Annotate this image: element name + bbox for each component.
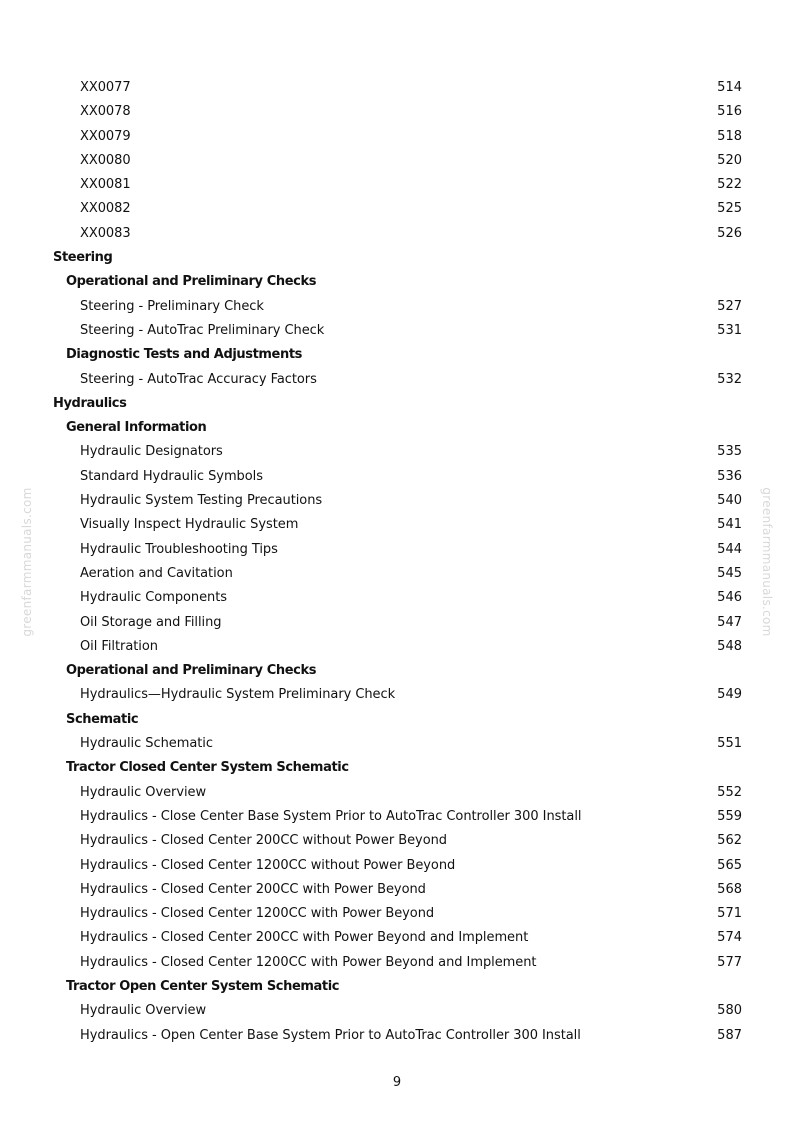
toc-entry-title: Oil Storage and Filling xyxy=(80,614,222,630)
watermark-right: greenfarmmanuals.com xyxy=(760,487,774,637)
toc-entry[interactable] xyxy=(0,489,794,513)
toc-entry[interactable] xyxy=(0,440,794,464)
toc-entry[interactable] xyxy=(0,319,794,343)
toc-subsection-title: Tractor Closed Center System Schematic xyxy=(66,760,349,776)
toc-subsection-title: Operational and Preliminary Checks xyxy=(66,663,317,679)
toc-page-number: 520 xyxy=(717,152,742,168)
toc-entry[interactable] xyxy=(0,781,794,805)
toc-entry[interactable] xyxy=(0,465,794,489)
toc-entry-title: XX0080 xyxy=(80,152,131,168)
toc-subsection-title: Diagnostic Tests and Adjustments xyxy=(66,347,302,363)
toc-entry-title: XX0077 xyxy=(80,80,131,95)
toc-entry-title: XX0082 xyxy=(80,201,131,217)
toc-entry-title: Steering - AutoTrac Preliminary Check xyxy=(80,322,325,338)
toc-page-number: 574 xyxy=(717,930,742,946)
toc-subsection xyxy=(0,659,794,683)
toc-entry[interactable] xyxy=(0,368,794,392)
toc-subsection xyxy=(0,270,794,294)
table-of-contents xyxy=(0,76,794,1048)
toc-entry-title: Hydraulics—Hydraulic System Preliminary Check xyxy=(80,687,396,703)
toc-page-number: 514 xyxy=(717,80,742,95)
toc-page-number: 544 xyxy=(717,541,742,557)
toc-entry[interactable] xyxy=(0,513,794,537)
toc-entry-title: Hydraulics - Closed Center 1200CC with Power Beyond and Implement xyxy=(80,954,537,970)
toc-page-number: 552 xyxy=(717,784,742,800)
toc-entry-title: Hydraulics - Closed Center 200CC without Power Beyond xyxy=(80,833,448,849)
toc-page-number: 549 xyxy=(717,687,742,703)
toc-entry-title: Hydraulic Troubleshooting Tips xyxy=(80,541,278,557)
toc-entry[interactable] xyxy=(0,999,794,1023)
toc-entry-title: Hydraulics - Closed Center 1200CC with Power Beyond xyxy=(80,906,435,922)
toc-page-number: 532 xyxy=(717,371,742,387)
toc-entry[interactable] xyxy=(0,538,794,562)
toc-page-number: 547 xyxy=(717,614,742,630)
toc-entry-title: Oil Filtration xyxy=(80,638,158,654)
toc-subsection xyxy=(0,416,794,440)
toc-page-number: 518 xyxy=(717,128,742,144)
toc-page-number: 536 xyxy=(717,468,742,484)
toc-entry-title: Hydraulic Components xyxy=(80,590,228,606)
toc-entry[interactable] xyxy=(0,173,794,197)
toc-entry-title: Hydraulic Overview xyxy=(80,1003,207,1019)
toc-section-title: Steering xyxy=(53,250,113,266)
toc-entry-title: Hydraulic Schematic xyxy=(80,736,213,752)
toc-entry[interactable] xyxy=(0,805,794,829)
toc-entry-title: XX0083 xyxy=(80,225,131,241)
toc-page-number: 522 xyxy=(717,177,742,193)
toc-entry[interactable] xyxy=(0,1024,794,1048)
toc-entry[interactable] xyxy=(0,586,794,610)
toc-entry-title: Hydraulics - Closed Center 1200CC without Power Beyond xyxy=(80,857,456,873)
toc-entry-title: Hydraulics - Close Center Base System Prior to AutoTrac Controller 300 Install xyxy=(80,808,582,824)
toc-entry[interactable] xyxy=(0,878,794,902)
toc-subsection xyxy=(0,975,794,999)
toc-entry-title: XX0081 xyxy=(80,177,131,193)
toc-entry-title: Visually Inspect Hydraulic System xyxy=(80,517,299,533)
toc-subsection-title: General Information xyxy=(66,420,207,436)
toc-entry[interactable] xyxy=(0,562,794,586)
toc-subsection xyxy=(0,708,794,732)
toc-entry-title: Steering - AutoTrac Accuracy Factors xyxy=(80,371,317,387)
toc-entry[interactable] xyxy=(0,295,794,319)
toc-subsection-title: Schematic xyxy=(66,711,139,727)
toc-entry[interactable] xyxy=(0,125,794,149)
toc-page-number: 531 xyxy=(717,322,742,338)
toc-page-number: 580 xyxy=(717,1003,742,1019)
toc-entry-title: Hydraulics - Open Center Base System Prior to AutoTrac Controller 300 Install xyxy=(80,1027,581,1043)
toc-entry-title: Standard Hydraulic Symbols xyxy=(80,468,263,484)
toc-page-number: 545 xyxy=(717,565,742,581)
toc-page-number: 559 xyxy=(717,808,742,824)
toc-entry-title: XX0079 xyxy=(80,128,131,144)
toc-page-number: 527 xyxy=(717,298,742,314)
toc-subsection xyxy=(0,343,794,367)
toc-entry[interactable] xyxy=(0,611,794,635)
toc-entry-title: XX0078 xyxy=(80,104,131,120)
toc-entry[interactable] xyxy=(0,854,794,878)
toc-subsection xyxy=(0,756,794,780)
toc-entry-title: Hydraulic System Testing Precautions xyxy=(80,493,323,509)
toc-entry[interactable] xyxy=(0,732,794,756)
toc-entry-title: Hydraulic Designators xyxy=(80,444,223,460)
toc-page-number: 551 xyxy=(717,736,742,752)
toc-entry[interactable] xyxy=(0,951,794,975)
watermark-left: greenfarmmanuals.com xyxy=(20,487,34,637)
toc-page-number: 541 xyxy=(717,517,742,533)
toc-entry[interactable] xyxy=(0,829,794,853)
toc-entry[interactable] xyxy=(0,683,794,707)
toc-subsection-title: Tractor Open Center System Schematic xyxy=(66,978,340,994)
toc-entry[interactable] xyxy=(0,149,794,173)
toc-entry[interactable] xyxy=(0,635,794,659)
toc-page-number: 540 xyxy=(717,493,742,509)
page-number: 9 xyxy=(392,1075,402,1090)
toc-entry[interactable] xyxy=(0,926,794,950)
toc-page-number: 565 xyxy=(717,857,742,873)
toc-section xyxy=(0,246,794,270)
toc-page-number: 577 xyxy=(717,954,742,970)
toc-entry-title: Steering - Preliminary Check xyxy=(80,298,264,314)
toc-page-number: 562 xyxy=(717,833,742,849)
toc-page-number: 526 xyxy=(717,225,742,241)
toc-entry-title: Hydraulic Overview xyxy=(80,784,207,800)
toc-entry[interactable] xyxy=(0,100,794,124)
toc-entry[interactable] xyxy=(0,197,794,221)
toc-entry-title: Hydraulics - Closed Center 200CC with Power Beyond xyxy=(80,881,426,897)
toc-entry-title: Aeration and Cavitation xyxy=(80,565,233,581)
toc-entry[interactable] xyxy=(0,222,794,246)
toc-entry[interactable] xyxy=(0,902,794,926)
toc-page-number: 546 xyxy=(717,590,742,606)
toc-section xyxy=(0,392,794,416)
toc-page-number: 571 xyxy=(717,906,742,922)
toc-entry-title: Hydraulics - Closed Center 200CC with Power Beyond and Implement xyxy=(80,930,529,946)
toc-page-number: 548 xyxy=(717,638,742,654)
toc-page-number: 587 xyxy=(717,1027,742,1043)
toc-page-number: 525 xyxy=(717,201,742,217)
toc-entry[interactable] xyxy=(0,76,794,100)
toc-page-number: 516 xyxy=(717,104,742,120)
toc-page-number: 568 xyxy=(717,881,742,897)
toc-page-number: 535 xyxy=(717,444,742,460)
toc-subsection-title: Operational and Preliminary Checks xyxy=(66,274,317,290)
toc-section-title: Hydraulics xyxy=(53,395,127,411)
